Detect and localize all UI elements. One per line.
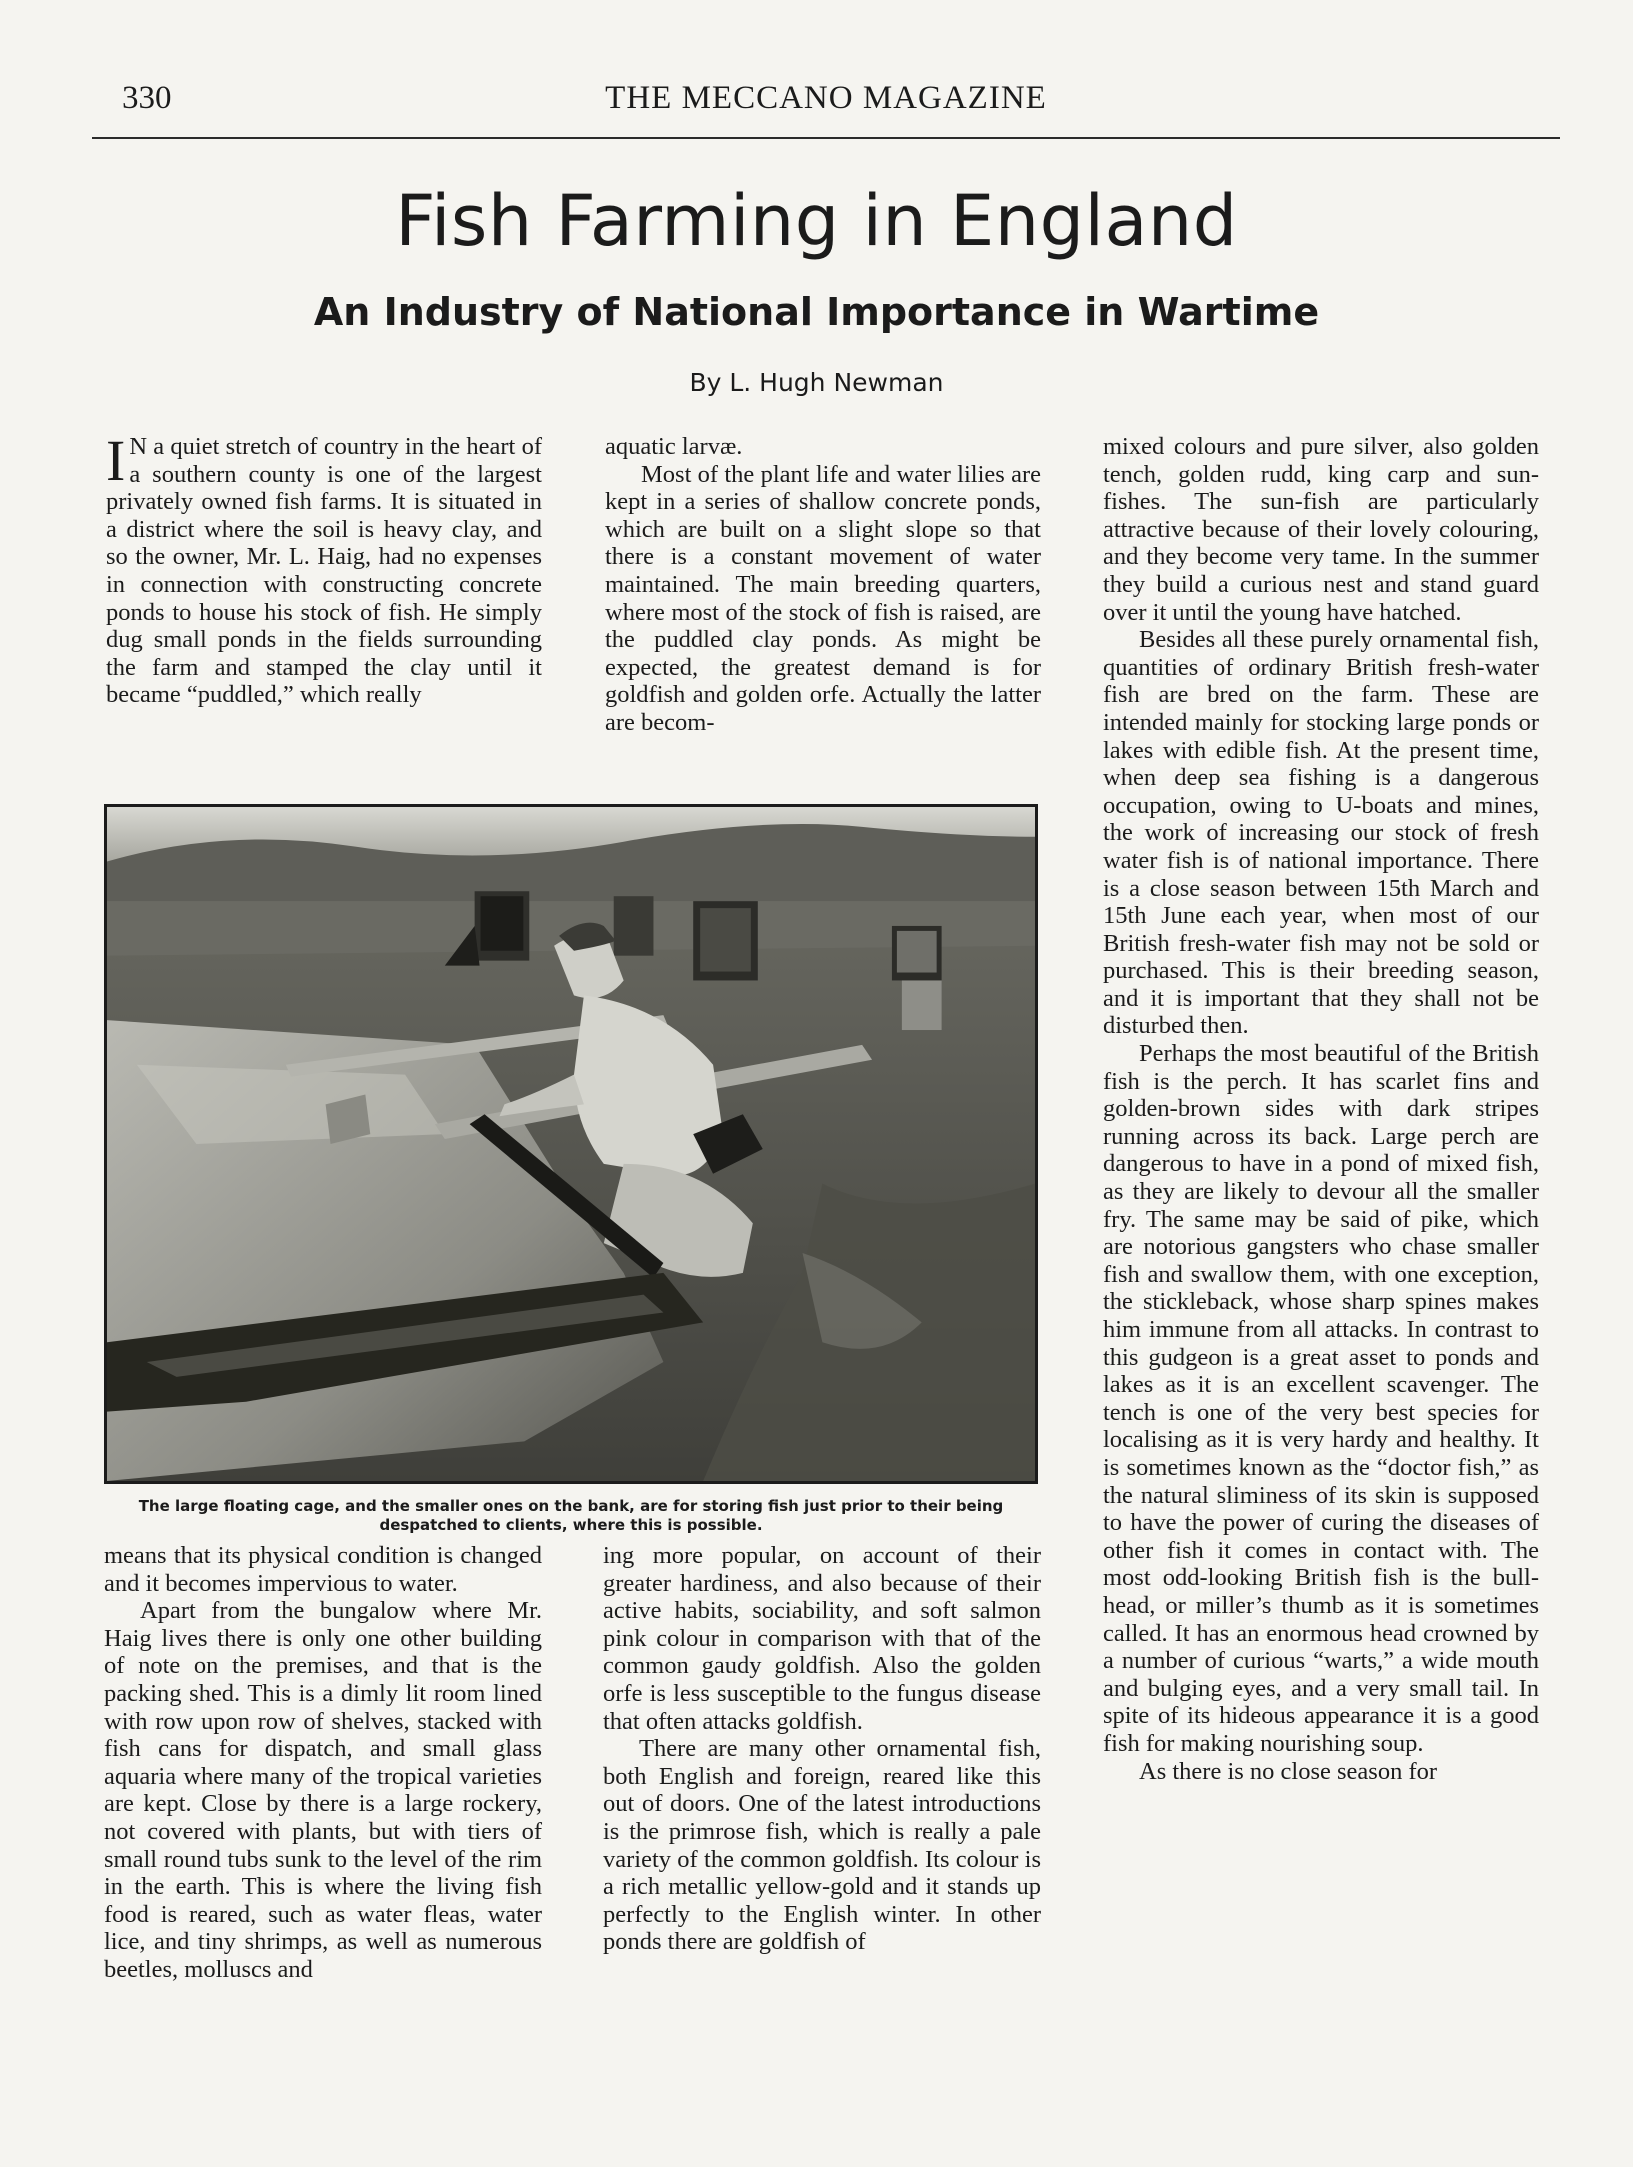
paragraph: aquatic larvæ. bbox=[605, 433, 743, 460]
article-photo bbox=[104, 804, 1038, 1484]
column-1-top bbox=[106, 428, 542, 709]
drop-cap: I bbox=[106, 428, 126, 493]
paragraph: Besides all these purely ornamental fish, quantities of ordinary British fresh-water fish are bred on the farm. These are intended mainly for stocking large ponds or lakes with edible fish. At the present time, when deep sea fishing is a dangerous occupation, owing to U-boats and mines, the work of increasing our stock of fresh water fish is of national importance. There is a close season between 15th March and 15th June each year, when most of our British fresh-water fish may not be sold or purchased. This is their breeding season, and it is important that they shall not be disturbed then. bbox=[1103, 626, 1539, 1040]
paragraph: As there is no close season for bbox=[1139, 1757, 1438, 1785]
fish-farm-photo-illustration bbox=[107, 807, 1035, 1481]
magazine-title: THE MECCANO MAGAZINE bbox=[605, 80, 1047, 116]
paragraph-text: N a quiet stretch of country in the heart of a southern county is one of the largest privately owned fish farms. It is situated in a district where the soil is heavy clay, and so the owner, Mr. L. Haig, had no expenses in connection with constructing concrete ponds to house his stock of fish. He simply dug small ponds in the fields surrounding the farm and stamped the clay until it became “puddled,” which really bbox=[106, 433, 542, 709]
paragraph: Apart from the bungalow where Mr. Haig lives there is only one other building of note on the premises, and that is the packing shed. This is a dimly lit room lined with row upon row of shelves, stacked with fish cans for dispatch, and small glass aquaria where many of the tropical varieties are kept. Close by there is a large rockery, not covered with plants, but with tiers of small round tubs sunk to the level of the rim in the earth. This is where the living fish food is reared, such as water fleas, water lice, and tiny shrimps, as well as numerous beetles, molluscs and bbox=[104, 1597, 542, 1983]
photo-caption: The large floating cage, and the smaller ones on the bank, are for storing fish just prior to their being despatched to clients, where this is possible. bbox=[138, 1497, 1004, 1534]
page-header bbox=[92, 80, 1560, 140]
header-rule bbox=[92, 137, 1560, 139]
page-number: 330 bbox=[122, 80, 172, 116]
paragraph: mixed colours and pure silver, also golden tench, golden rudd, king carp and sun-fishes. The sun-fish are particularly attractive because of their lovely colouring, and they become very tame. In the summer they build a curious nest and stand guard over it until the young have hatched. bbox=[1103, 433, 1539, 626]
paragraph: Most of the plant life and water lilies are kept in a series of shallow concrete ponds, which are built on a slight slope so that there is a constant movement of water maintained. The main breeding quarters, where most of the stock of fish is raised, are the puddled clay ponds. As might be expected, the greatest demand is for goldfish and golden orfe. Actually the latter are becom- bbox=[605, 460, 1041, 736]
article-subtitle: An Industry of National Importance in Wartime bbox=[313, 290, 1320, 334]
paragraph: means that its physical condition is changed and it becomes impervious to water. bbox=[104, 1542, 542, 1597]
paragraph: ing more popular, on account of their greater hardiness, and also because of their active habits, sociability, and soft salmon pink colour in comparison with that of the common gaudy goldfish. Also the golden orfe is less susceptible to the fungus disease that often attacks goldfish. bbox=[603, 1542, 1041, 1735]
paragraph: Perhaps the most beautiful of the British fish is the perch. It has scarlet fins and golden-brown sides with dark stripes running across its back. Large perch are dangerous to have in a pond of mixed fish, as they are likely to devour all the smaller fry. The same may be said of pike, which are notorious gangsters who chase smaller fish and swallow them, with one exception, the stickleback, whose sharp spines makes him immune from all attacks. In contrast to this gudgeon is a great asset to ponds and lakes as it is an excellent scavenger. The tench is one of the very best species for localising as it is very hardy and healthy. It is sometimes known as the “doctor fish,” as the natural sliminess of its skin is supposed to have the power of curing the diseases of other fish it comes in contact with. The most odd-looking British fish is the bullhead, or miller’s thumb as it is sometimes called. It has an enormous head crowned by a number of curious “warts,” a wide mouth and bulging eyes, and a very small tail. In spite of its hideous appearance it is a good fish for making nourishing soup. bbox=[1103, 1040, 1539, 1757]
paragraph: There are many other ornamental fish, both English and foreign, reared like this out of doors. One of the latest introductions is the primrose fish, which is really a pale variety of the common goldfish. Its colour is a rich metallic yellow-gold and it stands up perfectly to the English winter. In other ponds there are goldfish of bbox=[603, 1735, 1041, 1956]
column-2-top bbox=[605, 433, 1041, 737]
column-3 bbox=[1103, 433, 1539, 1785]
article-title: Fish Farming in England bbox=[395, 180, 1238, 262]
column-1-bottom bbox=[104, 1542, 542, 1984]
paragraph bbox=[106, 428, 542, 709]
column-2-bottom bbox=[603, 1542, 1041, 1956]
article-byline: By L. Hugh Newman bbox=[689, 368, 944, 397]
